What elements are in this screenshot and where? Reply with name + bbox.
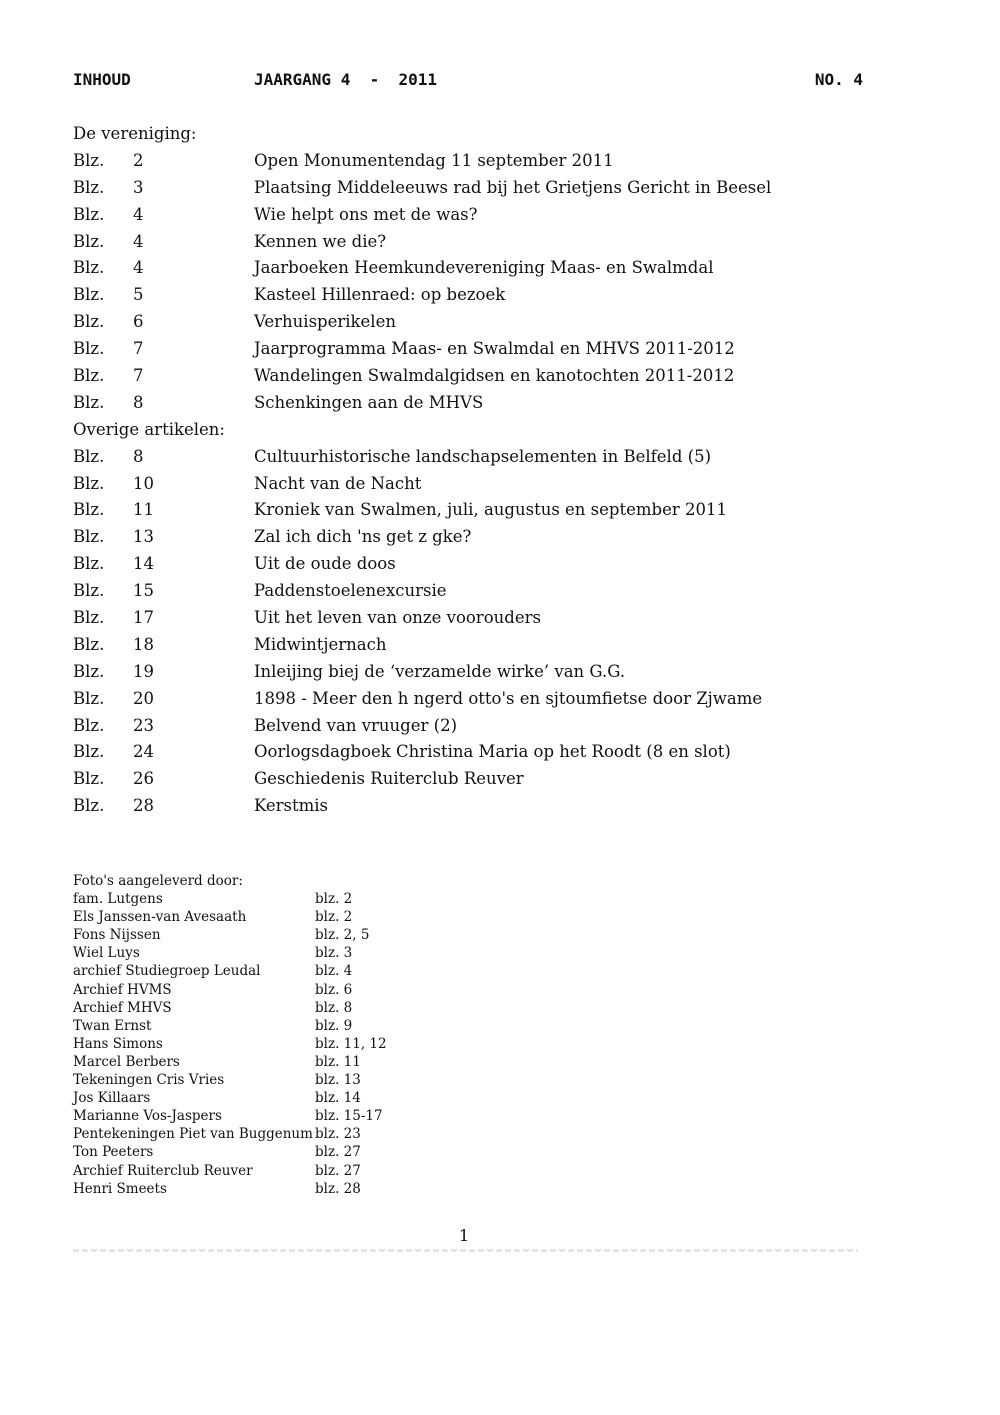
toc-article-title: Belvend van vruuger (2) [254,715,458,735]
toc-page-number: 4 [133,204,144,224]
toc-blz-label: Blz. [73,715,105,735]
toc-article-title: Midwintjernach [254,634,387,654]
credit-photographer: Tekeningen Cris Vries [73,1072,225,1089]
section-heading: De vereniging: [73,124,197,143]
credit-row [73,1071,473,1089]
toc-page-number: 4 [133,258,144,278]
credit-row [73,944,473,962]
credit-pages: blz. 3 [315,945,353,962]
toc-article-title: Nacht van de Nacht [254,473,422,493]
credit-photographer: fam. Lutgens [73,891,163,908]
credit-photographer: archief Studiegroep Leudal [73,963,261,980]
toc-entry [73,524,853,551]
toc-page-number: 23 [133,715,154,735]
toc-article-title: Geschiedenis Ruiterclub Reuver [254,769,524,789]
credit-row [73,890,473,908]
credit-pages: blz. 23 [315,1126,361,1143]
toc-page-number: 7 [133,366,144,386]
toc-page-number: 19 [133,661,154,681]
credit-row [73,1053,473,1071]
credit-pages: blz. 2 [315,891,353,908]
toc-entry [73,471,853,498]
credit-pages: blz. 11 [315,1053,361,1070]
toc-page-number: 5 [133,285,144,305]
header-issue-number: NO. 4 [814,70,863,89]
toc-article-title: Uit de oude doos [254,554,396,574]
toc-blz-label: Blz. [73,554,105,574]
credit-pages: blz. 14 [315,1090,361,1107]
credit-pages: blz. 6 [315,981,353,998]
toc-entry [73,363,853,390]
credit-row [73,1017,473,1035]
toc-blz-label: Blz. [73,150,105,170]
toc-entry [73,739,853,766]
toc-entry [73,444,853,471]
toc-entry [73,686,853,713]
toc-article-title: Oorlogsdagboek Christina Maria op het Roodt (8 en slot) [254,742,731,762]
toc-entry [73,659,853,686]
credit-pages: blz. 28 [315,1180,361,1197]
toc-blz-label: Blz. [73,581,105,601]
toc-article-title: Plaatsing Middeleeuws rad bij het Grietjens Gericht in Beesel [254,177,772,197]
toc-page-number: 11 [133,500,154,520]
toc-blz-label: Blz. [73,527,105,547]
toc-entry [73,202,853,229]
credit-pages: blz. 13 [315,1072,361,1089]
toc-blz-label: Blz. [73,500,105,520]
toc-article-title: Jaarprogramma Maas- en Swalmdal en MHVS 2011-2012 [254,339,735,359]
toc-blz-label: Blz. [73,339,105,359]
credit-photographer: Archief MHVS [73,999,172,1016]
toc-article-title: Verhuisperikelen [254,312,396,332]
toc-blz-label: Blz. [73,258,105,278]
credit-pages: blz. 2 [315,909,353,926]
toc-blz-label: Blz. [73,312,105,332]
credit-photographer: Marcel Berbers [73,1053,180,1070]
toc-entry [73,632,853,659]
credit-row [73,1107,473,1125]
toc-page-number: 14 [133,554,154,574]
toc-entry [73,309,853,336]
toc-blz-label: Blz. [73,742,105,762]
credit-photographer: Wiel Luys [73,945,140,962]
credit-photographer: Jos Killaars [73,1090,151,1107]
photo-credits-list [73,890,473,1198]
table-of-contents [73,121,853,820]
toc-blz-label: Blz. [73,231,105,251]
credit-pages: blz. 2, 5 [315,927,370,944]
credit-pages: blz. 15-17 [315,1108,383,1125]
toc-blz-label: Blz. [73,446,105,466]
toc-page-number: 8 [133,392,144,412]
toc-blz-label: Blz. [73,285,105,305]
toc-article-title: Jaarboeken Heemkundevereniging Maas- en Swalmdal [254,258,714,278]
credit-pages: blz. 9 [315,1017,353,1034]
section-heading: Overige artikelen: [73,419,225,439]
toc-article-title: Wie helpt ons met de was? [254,204,478,224]
toc-entry [73,793,853,820]
header-title: INHOUD [73,70,131,89]
credit-photographer: Els Janssen-van Avesaath [73,909,247,926]
toc-page-number: 13 [133,527,154,547]
credit-row [73,999,473,1017]
toc-page-number: 7 [133,339,144,359]
header-volume: JAARGANG 4 - 2011 [254,70,438,89]
toc-blz-label: Blz. [73,177,105,197]
toc-article-title: Zal ich dich 'ns get z gke? [254,527,472,547]
toc-blz-label: Blz. [73,796,105,816]
toc-article-title: Kennen we die? [254,231,387,251]
credit-pages: blz. 8 [315,999,353,1016]
toc-article-title: Kroniek van Swalmen, juli, augustus en september 2011 [254,500,727,520]
credit-photographer: Ton Peeters [73,1144,154,1161]
toc-page-number: 15 [133,581,154,601]
toc-article-title: 1898 - Meer den h ngerd otto's en sjtoumfietse door Zjwame [254,688,763,708]
toc-article-title: Inleijing biej de ‘verzamelde wirke’ van G.G. [254,661,626,681]
toc-entry [73,766,853,793]
toc-entry [73,255,853,282]
credit-row [73,981,473,999]
toc-page-number: 17 [133,608,154,628]
toc-article-title: Uit het leven van onze voorouders [254,608,541,628]
credit-pages: blz. 27 [315,1144,361,1161]
credit-photographer: Hans Simons [73,1035,163,1052]
credit-photographer: Pentekeningen Piet van Buggenum [73,1126,313,1143]
toc-page-number: 2 [133,150,144,170]
photo-credits-caption: Foto's aangeleverd door: [73,873,243,889]
credit-pages: blz. 11, 12 [315,1035,387,1052]
credit-row [73,908,473,926]
toc-blz-label: Blz. [73,204,105,224]
toc-article-title: Kerstmis [254,796,329,816]
credit-row [73,962,473,980]
credit-photographer: Twan Ernst [73,1017,152,1034]
toc-entry [73,713,853,740]
photo-credits [73,872,473,1198]
toc-entry [73,175,853,202]
toc-blz-label: Blz. [73,608,105,628]
credit-row [73,1125,473,1143]
toc-article-title: Kasteel Hillenraed: op bezoek [254,285,506,305]
credit-row [73,1143,473,1161]
credit-row [73,926,473,944]
credit-row [73,1162,473,1180]
toc-article-title: Paddenstoelenexcursie [254,581,447,601]
toc-page-number: 10 [133,473,154,493]
toc-page-number: 24 [133,742,154,762]
credit-photographer: Fons Nijssen [73,927,161,944]
toc-article-title: Schenkingen aan de MHVS [254,392,484,412]
toc-page-number: 6 [133,312,144,332]
toc-blz-label: Blz. [73,366,105,386]
credit-row [73,1180,473,1198]
page-header [73,70,863,92]
page-number: 1 [459,1226,470,1245]
credit-photographer: Henri Smeets [73,1180,167,1197]
toc-page-number: 4 [133,231,144,251]
toc-blz-label: Blz. [73,634,105,654]
toc-page-number: 18 [133,634,154,654]
toc-article-title: Open Monumentendag 11 september 2011 [254,150,614,170]
toc-entry [73,336,853,363]
toc-article-title: Cultuurhistorische landschapselementen in Belfeld (5) [254,446,712,466]
credit-pages: blz. 4 [315,963,353,980]
footer-rule [73,1249,858,1252]
toc-blz-label: Blz. [73,392,105,412]
toc-entry [73,390,853,417]
toc-entry [73,229,853,256]
credit-row [73,1089,473,1107]
toc-entry [73,578,853,605]
credit-photographer: Marianne Vos-Jaspers [73,1108,222,1125]
credit-photographer: Archief Ruiterclub Reuver [73,1162,253,1179]
toc-blz-label: Blz. [73,769,105,789]
credit-pages: blz. 27 [315,1162,361,1179]
toc-blz-label: Blz. [73,688,105,708]
toc-blz-label: Blz. [73,661,105,681]
toc-page-number: 8 [133,446,144,466]
toc-entry [73,497,853,524]
toc-page-number: 26 [133,769,154,789]
toc-blz-label: Blz. [73,473,105,493]
toc-page-number: 28 [133,796,154,816]
toc-article-title: Wandelingen Swalmdalgidsen en kanotochten 2011-2012 [254,366,735,386]
toc-page-number: 20 [133,688,154,708]
toc-entry [73,282,853,309]
toc-entry [73,551,853,578]
credit-row [73,1035,473,1053]
toc-entry [73,605,853,632]
toc-entry [73,148,853,175]
credit-photographer: Archief HVMS [73,981,172,998]
toc-page-number: 3 [133,177,144,197]
